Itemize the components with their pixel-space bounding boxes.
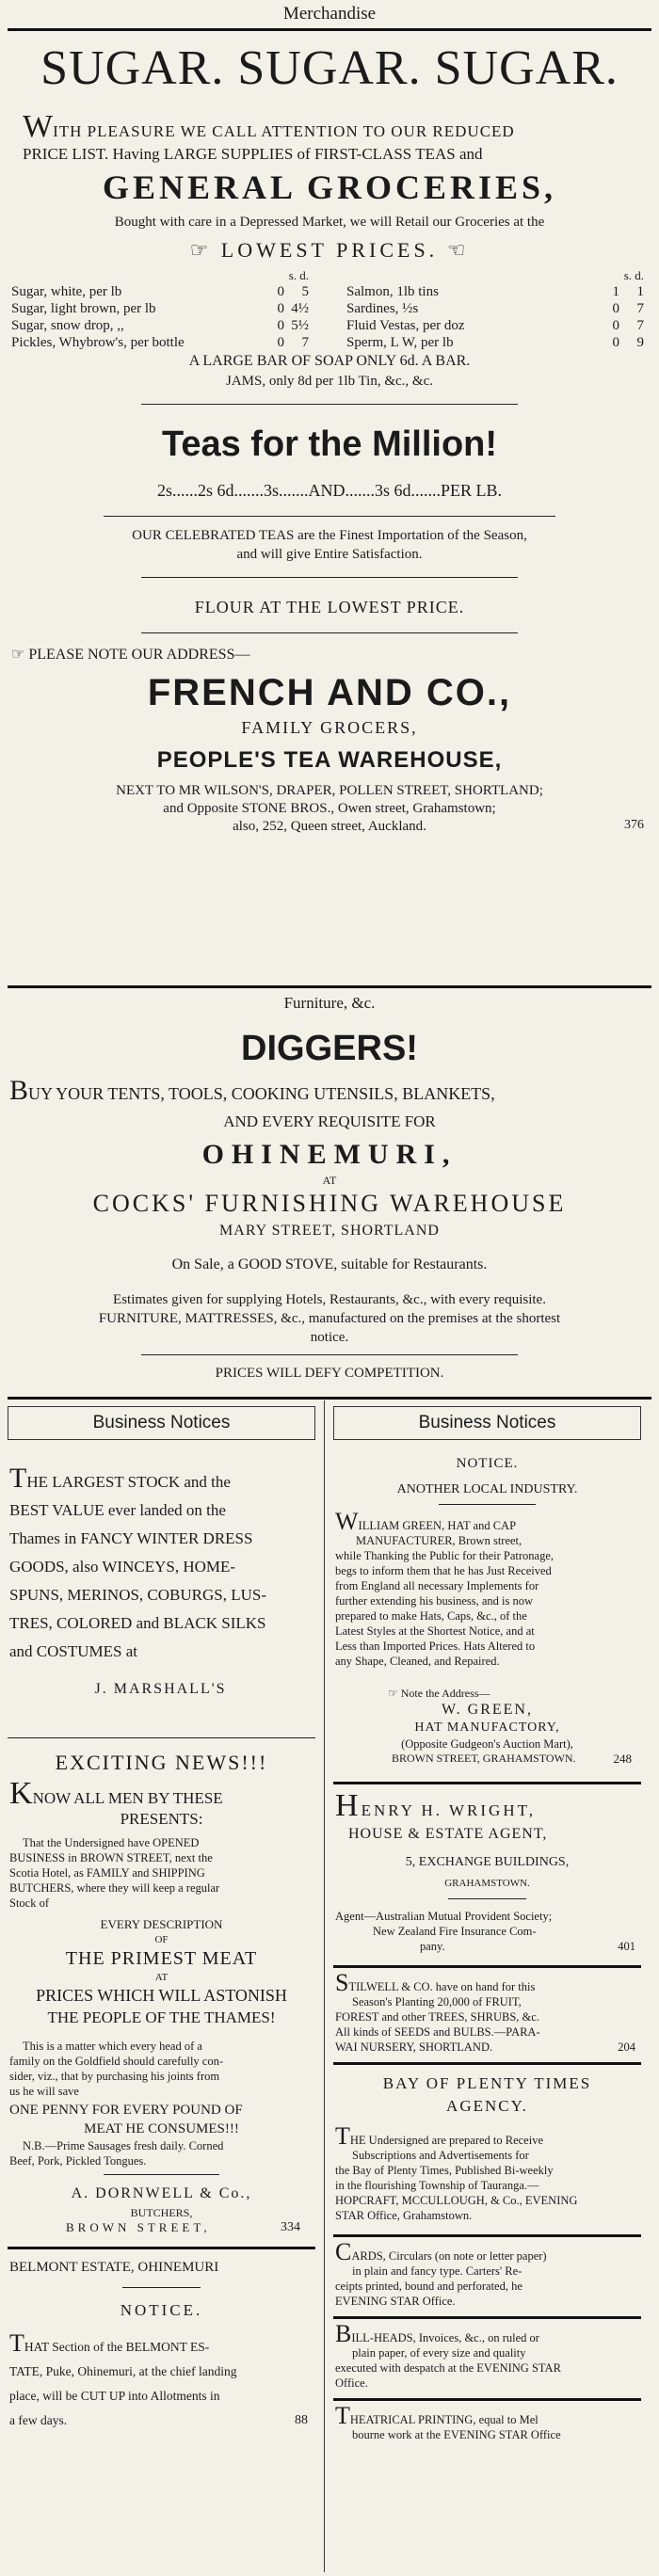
price-row <box>346 317 644 334</box>
price-pence: 7 <box>301 334 309 350</box>
divider <box>141 577 518 578</box>
price-list <box>0 264 659 351</box>
intro-line: PRICE LIST. Having LARGE SUPPLIES of FIRST-CLASS TEAS and <box>23 145 483 163</box>
price-pence: 7 <box>636 317 644 333</box>
price-item: Sperm, L W, per lb <box>346 334 454 350</box>
divider <box>439 1504 536 1505</box>
marshall-advert <box>2 1440 321 1732</box>
exciting-headline: EXCITING NEWS!!! <box>55 1751 268 1774</box>
advert-line: STAR Office, Grahamstown. <box>335 2209 473 2222</box>
advert-line: TATE, Puke, Ohinemuri, at the chief landing <box>9 2364 237 2378</box>
divider <box>141 632 518 633</box>
advert-line: any Shape, Cleaned, and Repaired. <box>335 1655 500 1668</box>
price-pence: 9 <box>636 334 644 350</box>
advert-line: BUSINESS in BROWN STREET, next the <box>9 1851 213 1864</box>
divider <box>122 2287 201 2288</box>
advert-line: FOREST and other TREES, SHRUBS, &c. <box>335 2010 539 2024</box>
address-line: NEXT TO MR WILSON'S, DRAPER, POLLEN STREET, SHORTLAND; <box>116 783 543 798</box>
advert-line: HOPCRAFT, MCCULLOUGH, & Co., EVENING <box>335 2194 578 2207</box>
advert-line: TILWELL & CO. have on hand for this <box>348 1980 536 1993</box>
celebrated-line: OUR CELEBRATED TEAS are the Finest Importation of the Season, <box>132 528 527 543</box>
advert-line: ARDS, Circulars (on note or letter paper) <box>351 2249 547 2263</box>
merchandise-section <box>0 0 659 979</box>
teas-prices: 2s......2s 6d.......3s.......AND.......3s 6d.......PER LB. <box>156 481 503 500</box>
celebrated-line: and will give Entire Satisfaction. <box>236 547 423 562</box>
nb-line: N.B.—Prime Sausages fresh daily. Corned <box>23 2139 224 2152</box>
divider <box>104 516 555 517</box>
advert-line: EVENING STAR Office. <box>335 2295 456 2308</box>
dropcap: K <box>9 1776 33 1811</box>
column-divider <box>324 1400 325 2572</box>
price-shillings: 0 <box>612 300 619 316</box>
general-groceries: GENERAL GROCERIES, <box>102 168 557 206</box>
know-line <box>9 1776 313 1811</box>
agent-row <box>335 1939 639 1954</box>
advert-line: This is a matter which every head of a <box>23 2040 202 2053</box>
advert-line: sider, viz., that by purchasing his joints from <box>9 2070 220 2083</box>
price-item: Sugar, white, per lb <box>11 283 122 299</box>
price-row <box>346 334 644 351</box>
family-grocers: FAMILY GROCERS, <box>241 718 418 737</box>
penny-line: MEAT HE CONSUMES!!! <box>84 2121 239 2136</box>
advert-line: bourne work at the EVENING STAR Office <box>352 2428 561 2441</box>
firm-name: FRENCH AND CO., <box>147 672 512 713</box>
stove-line: On Sale, a GOOD STOVE, suitable for Restaurants. <box>171 1256 488 1272</box>
advert-line: prepared to make Hats, Caps, &c., of the <box>335 1609 527 1623</box>
dropcap: B <box>335 2320 352 2347</box>
notice-heading: NOTICE. <box>456 1456 519 1471</box>
advert-line: SPUNS, MERINOS, COBURGS, LUS- <box>9 1586 267 1604</box>
divider <box>141 1354 518 1355</box>
brown-street: BROWN STREET, GRAHAMSTOWN. <box>392 1752 576 1765</box>
dropcap: W <box>335 1508 359 1535</box>
advert-line: Office. <box>335 2376 368 2390</box>
bop-subtitle: AGENCY. <box>446 2097 528 2115</box>
price-shillings: 0 <box>612 317 619 333</box>
advert-line: Subscriptions and Advertisements for <box>352 2149 529 2162</box>
ref-number: 248 <box>613 1752 632 1766</box>
brown-row <box>9 2220 313 2239</box>
advert-line: while Thanking the Public for their Patronage, <box>335 1549 555 1562</box>
advert-line: a few days. <box>9 2413 68 2427</box>
dropcap: T <box>335 2402 350 2429</box>
advert-line: Thames in FANCY WINTER DRESS <box>9 1529 253 1547</box>
every-requisite: AND EVERY REQUISITE FOR <box>223 1112 436 1130</box>
right-column <box>328 1406 647 2442</box>
price-item: Sardines, ½s <box>346 300 419 316</box>
dornwell-name: A. DORNWELL & Co., <box>71 2185 252 2201</box>
advert-line: family on the Goldfield should carefully con- <box>9 2055 224 2068</box>
agent-text <box>335 1909 639 1954</box>
price-shillings: 0 <box>277 334 284 350</box>
estimates-line: notice. <box>310 1330 349 1345</box>
price-row <box>346 300 644 317</box>
advert-line: the Bay of Plenty Times, Published Bi-weekly <box>335 2164 554 2177</box>
ohinemuri: OHINEMURI, <box>201 1139 458 1170</box>
pointing-hand-icon: ☞ <box>388 1687 401 1700</box>
at-line: AT <box>322 1174 337 1187</box>
butchers-line: BUTCHERS, <box>130 2206 193 2219</box>
advert-line: BUTCHERS, where they will keep a regular <box>9 1881 220 1895</box>
divider <box>141 404 518 405</box>
price-header-row <box>11 266 309 283</box>
price-shillings: 0 <box>612 334 619 350</box>
nb-line: Beef, Pork, Pickled Tongues. <box>9 2154 147 2168</box>
marshall-name: J. MARSHALL'S <box>94 1681 227 1697</box>
advert-line: pany. <box>420 1940 445 1953</box>
section-title: Merchandise <box>282 4 377 24</box>
another-industry: ANOTHER LOCAL INDUSTRY. <box>396 1482 578 1496</box>
advert-line: begs to inform them that he has Just Received <box>335 1564 552 1577</box>
price-row <box>11 300 309 317</box>
dropcap: T <box>9 2329 24 2357</box>
green-text <box>335 1508 639 1669</box>
bought-line: Bought with care in a Depressed Market, we will Retail our Groceries at the <box>114 215 545 230</box>
advert-line: HEATRICAL PRINTING, equal to Mel <box>349 2413 538 2426</box>
brown-street: BROWN STREET, <box>66 2220 211 2234</box>
dropcap: S <box>335 1969 349 1996</box>
advert-line: Agent—Australian Mutual Provident Society; <box>335 1910 553 1923</box>
people-line: THE PEOPLE OF THE THAMES! <box>47 2008 276 2026</box>
matter-text <box>9 2039 313 2099</box>
wgreen-name: W. GREEN, <box>442 1702 533 1718</box>
ref-number: 401 <box>618 1940 635 1953</box>
address-line: also, 252, Queen street, Auckland. <box>233 819 426 834</box>
every-description: EVERY DESCRIPTION <box>100 1917 223 1931</box>
price-pence: 5 <box>301 283 309 299</box>
advert-line: GOODS, also WINCEYS, HOME- <box>9 1558 236 1576</box>
advert-line: All kinds of SEEDS and BULBS.—PARA- <box>335 2025 540 2039</box>
section-title: Furniture, &c. <box>283 994 376 1012</box>
price-item: Fluid Vestas, per doz <box>346 317 465 333</box>
advert-line: Stock of <box>9 1896 50 1910</box>
sd-header: s. d. <box>623 267 644 282</box>
mary-street: MARY STREET, SHORTLAND <box>219 1223 440 1239</box>
advert-line: further extending his business, and is now <box>335 1594 534 1608</box>
advert-line: place, will be CUT UP into Allotments in <box>9 2389 220 2403</box>
intro-line: ITH PLEASURE WE CALL ATTENTION TO OUR REDUCED <box>53 122 515 140</box>
sd-header: s. d. <box>288 267 309 282</box>
left-column <box>2 1406 321 2433</box>
price-row <box>346 283 644 300</box>
dropcap: B <box>9 1075 29 1106</box>
dropcap: C <box>335 2238 352 2265</box>
advert-line: in plain and fancy type. Carters' Re- <box>352 2264 522 2278</box>
of-line: OF <box>154 1934 169 1945</box>
price-shillings: 0 <box>277 300 284 316</box>
advert-line: WAI NURSERY, SHORTLAND. <box>335 2040 493 2054</box>
teas-headline: Teas for the Million! <box>161 424 498 464</box>
lowest-prices-text: LOWEST PRICES. <box>220 238 439 262</box>
estimates-line: Estimates given for supplying Hotels, Restaurants, &c., with every requisite. <box>113 1292 546 1307</box>
note-address <box>388 1686 639 1701</box>
advert-line: Season's Planting 20,000 of FRUIT, <box>352 1995 522 2008</box>
soap-line: A LARGE BAR OF SOAP ONLY 6d. A BAR. <box>188 353 471 369</box>
wright-advert <box>328 1784 647 1954</box>
estimates-line: FURNITURE, MATTRESSES, &c., manufactured on the premises at the shortest <box>98 1311 561 1326</box>
price-item: Salmon, 1lb tins <box>346 283 439 299</box>
price-shillings: 0 <box>277 283 284 299</box>
advert-line: ceipts printed, bound and perforated, he <box>335 2280 522 2293</box>
advert-line: ILLIAM GREEN, HAT and CAP <box>358 1519 517 1532</box>
column-header: Business Notices <box>333 1406 641 1440</box>
advert-line: HE LARGEST STOCK and the <box>26 1473 231 1491</box>
furniture-section <box>0 992 659 1387</box>
cocks-warehouse: COCKS' FURNISHING WAREHOUSE <box>92 1190 567 1217</box>
price-shillings: 0 <box>277 317 284 333</box>
green-advert <box>328 1440 647 1768</box>
advert-line: in the flourishing Township of Tauranga.— <box>335 2179 539 2192</box>
column-header: Business Notices <box>8 1406 315 1440</box>
wright-name <box>335 1788 639 1823</box>
primest-meat: THE PRIMEST MEAT <box>65 1948 258 1969</box>
warehouse: PEOPLE'S TEA WAREHOUSE, <box>156 747 503 773</box>
advert-line: executed with despatch at the EVENING STAR <box>335 2361 561 2375</box>
wright-address: 5, EXCHANGE BUILDINGS, <box>405 1855 570 1869</box>
advert-line: Latest Styles at the Shortest Notice, and at <box>335 1624 535 1638</box>
advert-line: BEST VALUE ever landed on the <box>9 1501 226 1519</box>
divider <box>8 985 651 988</box>
astonish-line: PRICES WHICH WILL ASTONISH <box>36 1986 287 2005</box>
price-row <box>11 334 309 351</box>
divider <box>104 2174 219 2175</box>
price-shillings: 1 <box>612 283 619 299</box>
bop-title: BAY OF PLENTY TIMES <box>382 2074 592 2092</box>
defy-line: PRICES WILL DEFY COMPETITION. <box>215 1366 444 1381</box>
price-pence: 4½ <box>291 300 309 316</box>
bills-advert <box>328 2319 647 2391</box>
address-note <box>11 645 659 665</box>
stilwell-row <box>335 2040 639 2055</box>
wright-town: GRAHAMSTOWN. <box>444 1878 530 1889</box>
sugar-headline: SUGAR. SUGAR. SUGAR. <box>40 41 619 95</box>
pointing-hand-icon: ☞ <box>189 238 221 262</box>
wright-text: ENRY H. WRIGHT, <box>361 1801 536 1819</box>
that-text <box>9 2331 313 2433</box>
brown-row <box>335 1752 639 1768</box>
price-pence: 5½ <box>291 317 309 333</box>
buy-text: UY YOUR TENTS, TOOLS, COOKING UTENSILS, BLANKETS, <box>28 1084 495 1103</box>
advert-line: plain paper, of every size and quality <box>352 2346 526 2360</box>
under-text <box>335 2122 639 2223</box>
divider <box>448 1898 526 1899</box>
price-item: Sugar, snow drop, ,, <box>11 317 124 333</box>
dropcap: T <box>335 2122 350 2150</box>
dropcap: W <box>23 109 54 144</box>
know-line: PRESENTS: <box>120 1810 203 1828</box>
stilwell-advert <box>328 1968 647 2055</box>
butcher-advert <box>2 1738 321 2239</box>
advert-line: from England all necessary Implements for <box>335 1579 539 1592</box>
advert-line: HAT Section of the BELMONT ES- <box>24 2340 210 2354</box>
address-row <box>0 818 659 837</box>
penny-line: ONE PENNY FOR EVERY POUND OF <box>9 2103 243 2118</box>
belmont-advert <box>2 2249 321 2433</box>
address-line: and Opposite STONE BROS., Owen street, Grahamstown; <box>163 801 496 816</box>
bop-advert <box>328 2065 647 2223</box>
at-line: AT <box>154 1972 169 1983</box>
know-text: NOW ALL MEN BY THESE <box>32 1789 223 1807</box>
notice-heading: NOTICE. <box>120 2301 203 2319</box>
wright-title: HOUSE & ESTATE AGENT, <box>348 1826 548 1842</box>
address-note-text: PLEASE NOTE OUR ADDRESS— <box>28 647 250 663</box>
note-address-text: Note the Address— <box>400 1687 490 1700</box>
advert-line: and COSTUMES at <box>9 1642 137 1660</box>
hat-manufactory: HAT MANUFACTORY, <box>414 1720 560 1735</box>
ref-number: 204 <box>618 2040 635 2054</box>
theatrical-advert <box>328 2401 647 2442</box>
ref-number: 376 <box>624 818 644 832</box>
buy-line <box>0 1075 659 1106</box>
price-item: Sugar, light brown, per lb <box>11 300 156 316</box>
dropcap: T <box>9 1463 27 1494</box>
pointing-hand-icon: ☞ <box>11 647 29 663</box>
advert-line: MANUFACTURER, Brown street, <box>356 1534 522 1547</box>
lowest-prices <box>0 236 659 264</box>
ref-number: 334 <box>281 2220 300 2234</box>
price-header-row <box>346 266 644 283</box>
advert-line: HE Undersigned are prepared to Receive <box>349 2134 544 2147</box>
advert-line: TRES, COLORED and BLACK SILKS <box>9 1614 266 1632</box>
pointing-hand-icon: ☜ <box>438 238 470 262</box>
price-pence: 1 <box>636 283 644 299</box>
opened-text <box>9 1835 313 1911</box>
advert-line: New Zealand Fire Insurance Com- <box>373 1925 537 1938</box>
price-row <box>11 283 309 300</box>
jams-line: JAMS, only 8d per 1lb Tin, &c., &c. <box>225 374 434 389</box>
advert-line: Less than Imported Prices. Hats Altered to <box>335 1640 536 1653</box>
dropcap: H <box>335 1788 362 1823</box>
cards-advert <box>328 2237 647 2309</box>
intro-text <box>0 101 659 165</box>
opposite-line: (Opposite Gudgeon's Auction Mart), <box>401 1737 573 1751</box>
advert-line: ILL-HEADS, Invoices, &c., on ruled or <box>351 2331 539 2344</box>
belmont-title: BELMONT ESTATE, OHINEMURI <box>9 2260 219 2275</box>
advert-line: That the Undersigned have OPENED <box>23 1836 200 1849</box>
price-row <box>11 317 309 334</box>
price-table-right <box>346 266 644 351</box>
flour-line: FLOUR AT THE LOWEST PRICE. <box>194 598 465 616</box>
divider <box>8 28 651 31</box>
advert-line: Scotia Hotel, as FAMILY and SHIPPING <box>9 1866 205 1880</box>
price-table-left <box>11 266 309 351</box>
divider <box>8 1397 651 1400</box>
diggers-headline: DIGGERS! <box>241 1029 418 1068</box>
ref-number: 88 <box>295 2413 308 2427</box>
price-item: Pickles, Whybrow's, per bottle <box>11 334 185 350</box>
advert-line: us he will save <box>9 2085 79 2098</box>
price-pence: 7 <box>636 300 644 316</box>
